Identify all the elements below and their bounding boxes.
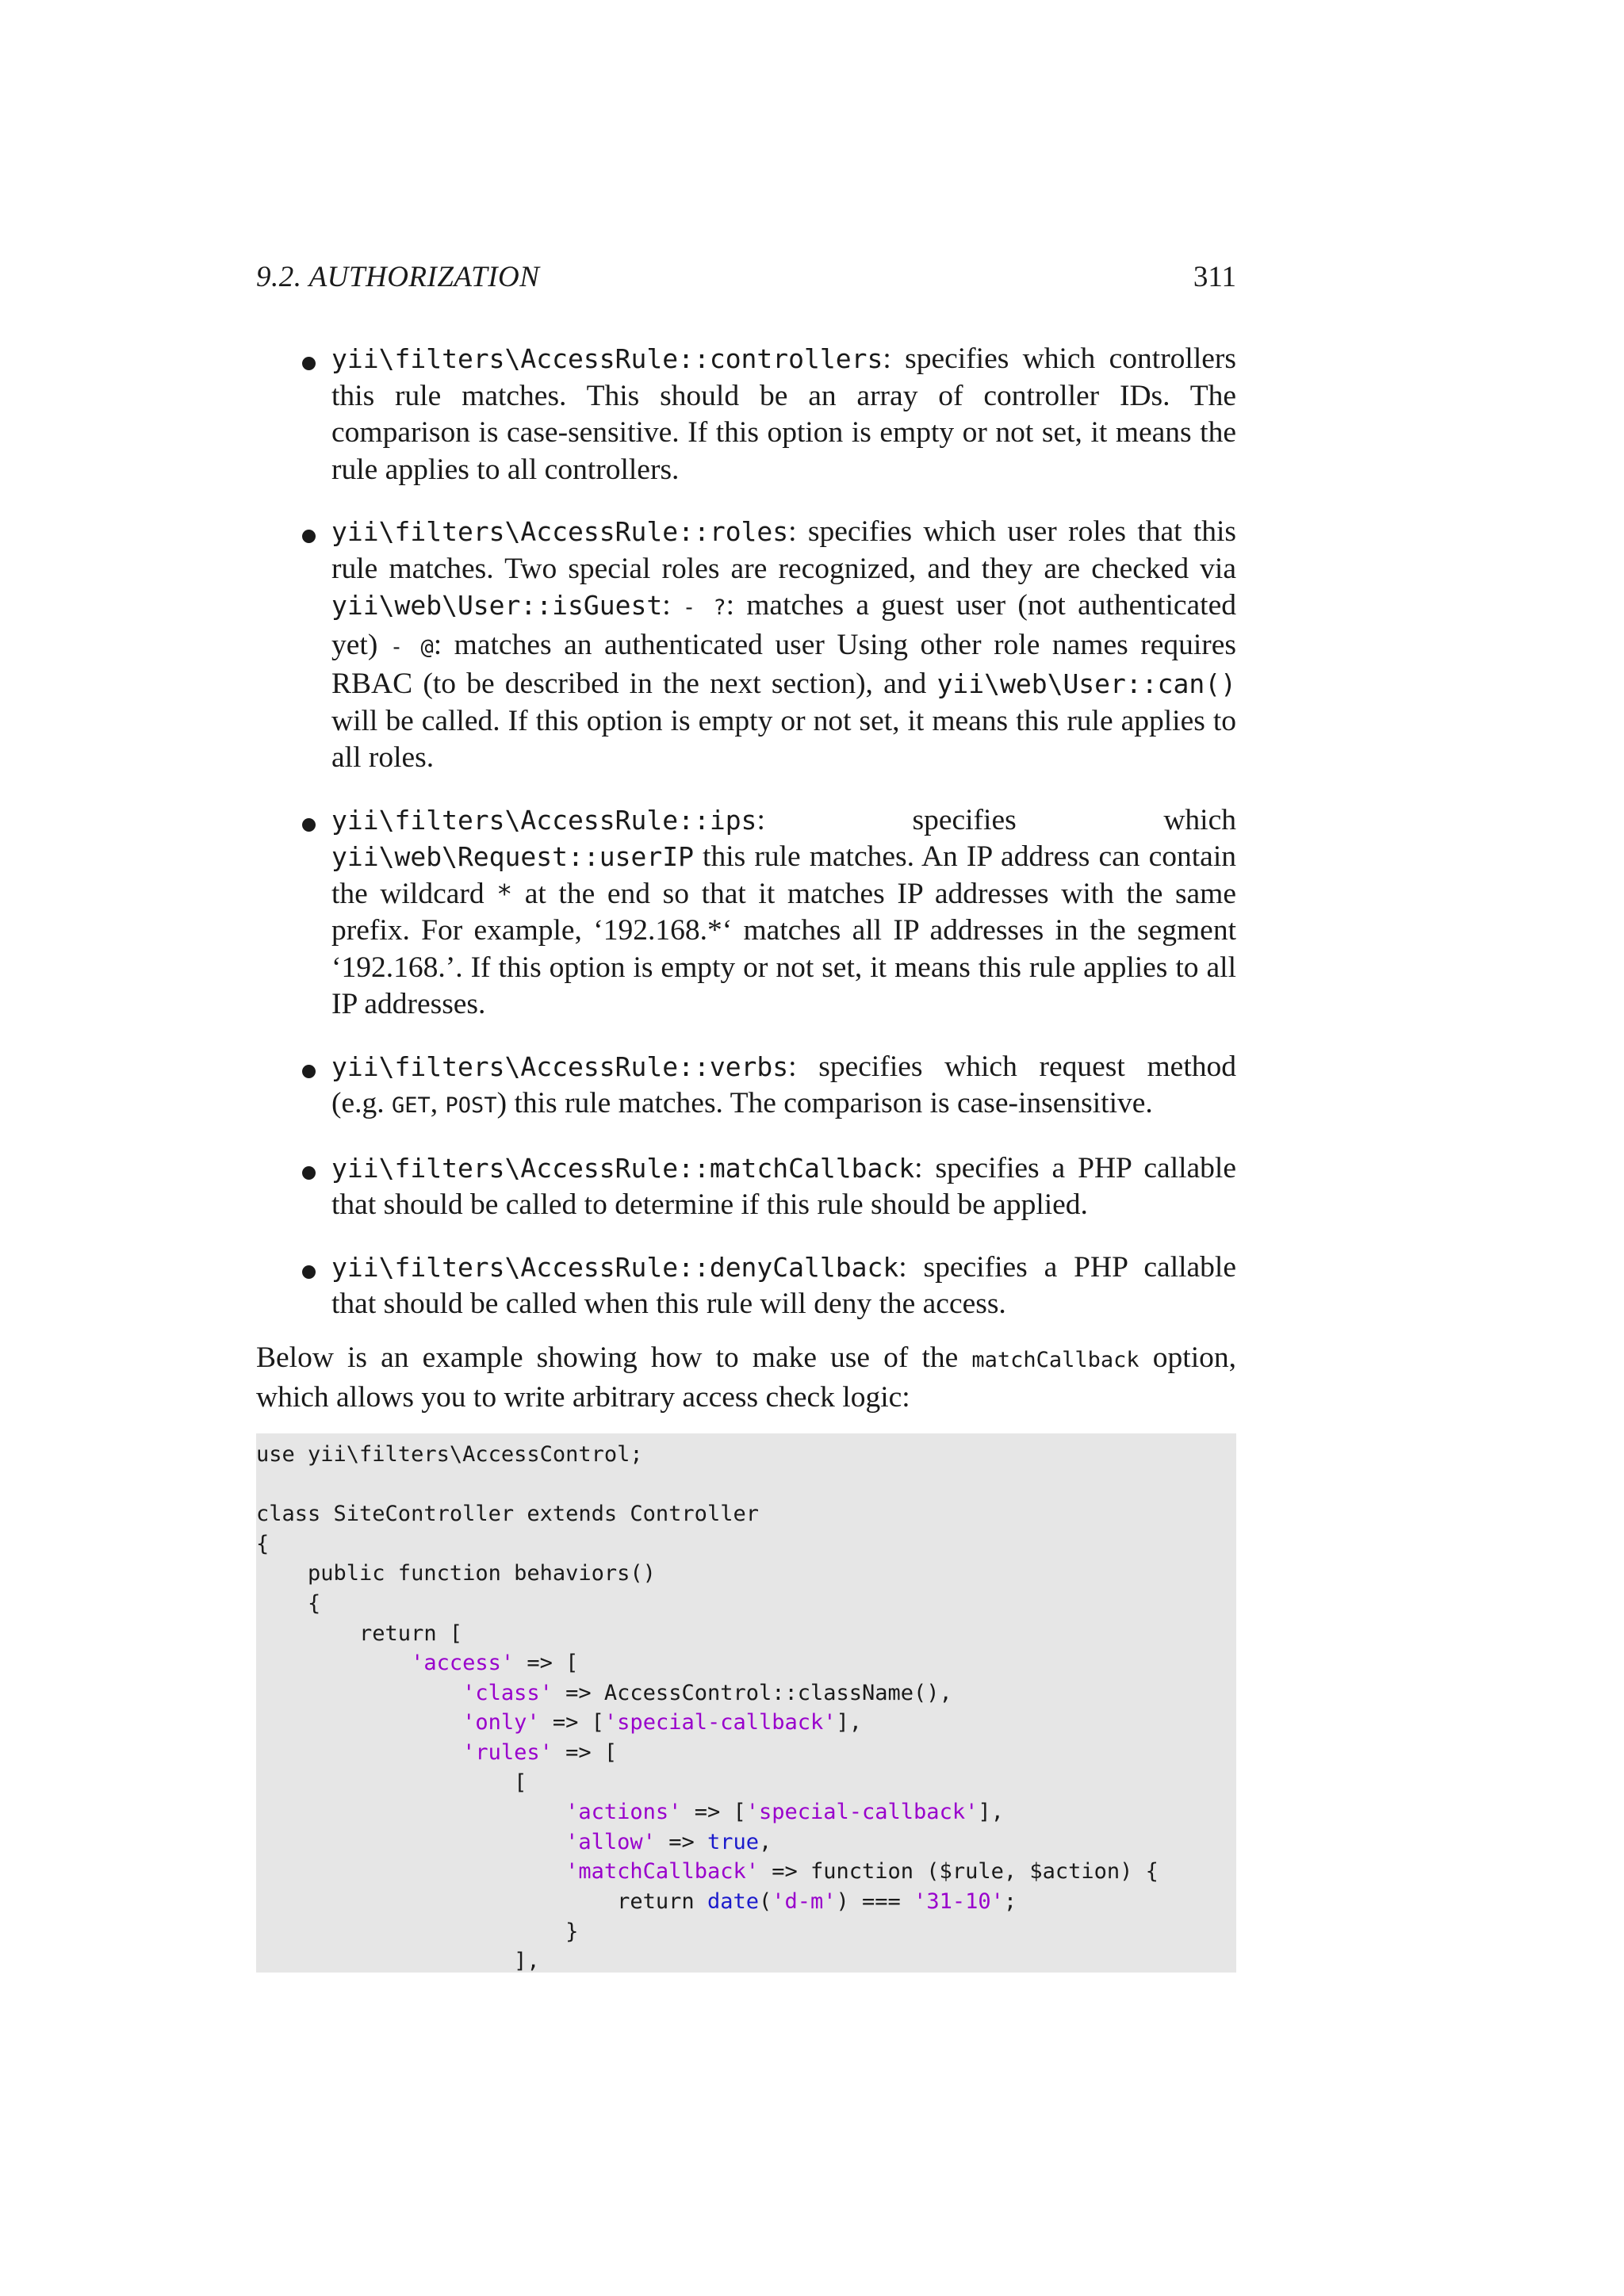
list-item-roles (256, 514, 1236, 777)
item-text: yii\filters\AccessRule::verbs: specifies which request method (e.g. GET, POST) this rule matches. The comparison is case-insensitive. (331, 1050, 1236, 1119)
code-ref: POST (445, 1093, 497, 1118)
item-text: yii\filters\AccessRule::denyCallback: specifies a PHP callable that should be called when this rule will deny the access. (331, 1250, 1236, 1320)
bullet-icon (302, 1265, 316, 1279)
item-text: yii\filters\AccessRule::roles: specifies which user roles that this rule matches. Two special roles are recognized, and they are checked via yii\web\User::isGuest: - ?: matches a guest user (not authenticated yet) - @: matches an authenticated user Using other role names requires RBAC (to be described in the next section), and yii\web\User::can() will be called. If this option is empty or not set, it means this rule applies to all roles. (331, 515, 1236, 774)
option-list (256, 341, 1236, 1349)
code-ref: - ? (682, 595, 726, 620)
code-ref: yii\filters\AccessRule::ips (331, 804, 757, 836)
code-ref: yii\filters\AccessRule::roles (331, 516, 789, 547)
item-text: yii\filters\AccessRule::controllers: specifies which controllers this rule matches. This should be an array of controller IDs. The comparison is case-sensitive. If this option is empty or not set, it means the rule applies to all controllers. (331, 342, 1236, 486)
code-listing: use yii\filters\AccessControl; class SiteController extends Controller { public function behaviors() { return [ 'access' => [ 'class' => AccessControl::className(), 'only' => ['special-callback'], 'rules' => [ [ 'actions' => ['special-callback'], 'allow' => true, 'matchCallback' => function ($rule, $action) { return date('d-m') === '31-10'; } ], (256, 1442, 1159, 1974)
code-block (256, 1433, 1236, 1973)
list-item-matchcallback (256, 1150, 1236, 1224)
code-ref: yii\filters\AccessRule::denyCallback (331, 1251, 899, 1283)
list-item-denycallback (256, 1249, 1236, 1323)
bullet-icon (302, 818, 316, 832)
bullet-icon (302, 357, 316, 370)
code-ref: yii\web\User::isGuest (331, 590, 663, 621)
bullet-icon (302, 530, 316, 543)
code-ref: yii\filters\AccessRule::matchCallback (331, 1152, 915, 1184)
section-title: 9.2. AUTHORIZATION (256, 261, 540, 293)
running-header (256, 255, 1236, 300)
list-item-ips (256, 802, 1236, 1024)
code-ref: yii\web\User::can() (936, 668, 1236, 699)
page-number: 311 (1193, 261, 1236, 293)
code-ref: * (496, 878, 513, 909)
item-text: yii\filters\AccessRule::matchCallback: specifies a PHP callable that should be called to determine if this rule should be applied. (331, 1151, 1236, 1221)
code-ref: yii\web\Request::userIP (331, 841, 694, 872)
code-ref: yii\filters\AccessRule::verbs (331, 1050, 789, 1082)
list-item-controllers (256, 341, 1236, 488)
bullet-icon (302, 1166, 316, 1180)
code-ref: GET (392, 1093, 431, 1118)
code-ref: - @ (389, 634, 434, 660)
intro-paragraph: Below is an example showing how to make use of the matchCallback option, which allows you to write arbitrary access check logic: (256, 1341, 1236, 1414)
item-text: yii\filters\AccessRule::ips: specifies which yii\web\Request::userIP this rule matches. An IP address can contain the wildcard * at the end so that it matches IP addresses with the same prefix. For example, ‘192.168.*‘ matches all IP addresses in the segment ‘192.168.’. If this option is empty or not set, it means this rule applies to all IP addresses. (331, 803, 1237, 1020)
list-item-verbs (256, 1049, 1236, 1125)
bullet-icon (302, 1065, 316, 1078)
code-ref: matchCallback (971, 1348, 1139, 1372)
code-ref: yii\filters\AccessRule::controllers (331, 343, 883, 374)
